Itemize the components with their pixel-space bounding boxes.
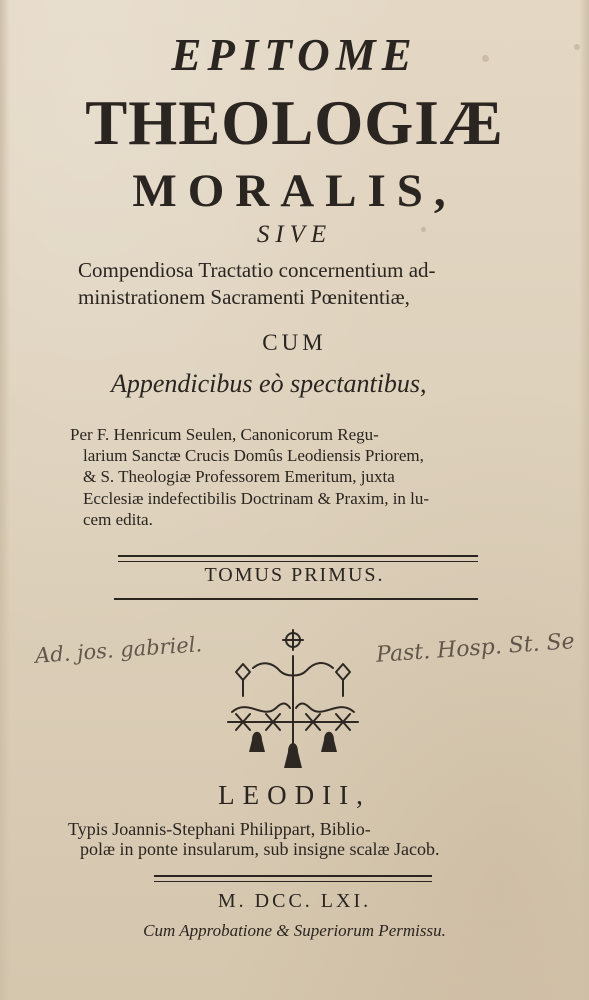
cum-label: CUM bbox=[262, 330, 327, 355]
title-line-theologiae: THEOLOGIÆ bbox=[85, 88, 504, 158]
subtitle-line-2: ministrationem Sacramenti Pœnitentiæ, bbox=[78, 285, 410, 309]
printer-line-1: Typis Joannis-Stephani Philippart, Biblio- bbox=[68, 819, 371, 839]
subtitle-line-1: Compendiosa Tractatio concernentium ad- bbox=[78, 258, 436, 282]
author-line-4: Ecclesiæ indefectibilis Doctrinam & Praxim, in lu- bbox=[83, 489, 430, 508]
ornament-right-bell bbox=[321, 732, 337, 752]
ornament-left-bell bbox=[249, 732, 265, 752]
appendix-line: Appendicibus eò spectantibus, bbox=[111, 369, 427, 398]
lower-double-rule bbox=[154, 875, 432, 877]
ornament-left-branch bbox=[236, 664, 250, 696]
middle-rule bbox=[114, 598, 478, 600]
ornament-top-leaves bbox=[283, 630, 303, 650]
ornament-right-branch bbox=[336, 664, 350, 696]
author-line-1: Per F. Henricum Seulen, Canonicorum Regu- bbox=[70, 425, 379, 444]
printer-ornament bbox=[218, 626, 368, 776]
publication-year: M. DCC. LXI. bbox=[217, 890, 372, 912]
printer-line-2: polæ in ponte insularum, sub insigne scalæ Jacob. bbox=[80, 839, 440, 859]
sive-label: SIVE bbox=[256, 221, 333, 248]
handwritten-note-left: Ad. jos. gabriel. bbox=[34, 632, 203, 668]
title-line-epitome: EPITOME bbox=[171, 30, 418, 80]
author-line-5: cem edita. bbox=[83, 510, 153, 529]
upper-double-rule bbox=[118, 555, 478, 557]
imprint-place: LEODII, bbox=[218, 780, 371, 810]
handwritten-note-right: Past. Hosp. St. Se bbox=[375, 629, 576, 668]
approbation-line: Cum Approbatione & Superiorum Permissu. bbox=[143, 921, 446, 940]
volume-label: TOMUS PRIMUS. bbox=[204, 564, 385, 586]
title-line-moralis: MORALIS, bbox=[132, 165, 457, 217]
author-line-3: & S. Theologiæ Professorem Emeritum, juxta bbox=[83, 467, 395, 486]
ornament-right-swash bbox=[296, 704, 354, 713]
ornament-center-bell bbox=[284, 743, 302, 768]
ornament-left-swash bbox=[232, 704, 290, 713]
author-line-2: larium Sanctæ Crucis Domûs Leodiensis Priorem, bbox=[83, 446, 424, 465]
